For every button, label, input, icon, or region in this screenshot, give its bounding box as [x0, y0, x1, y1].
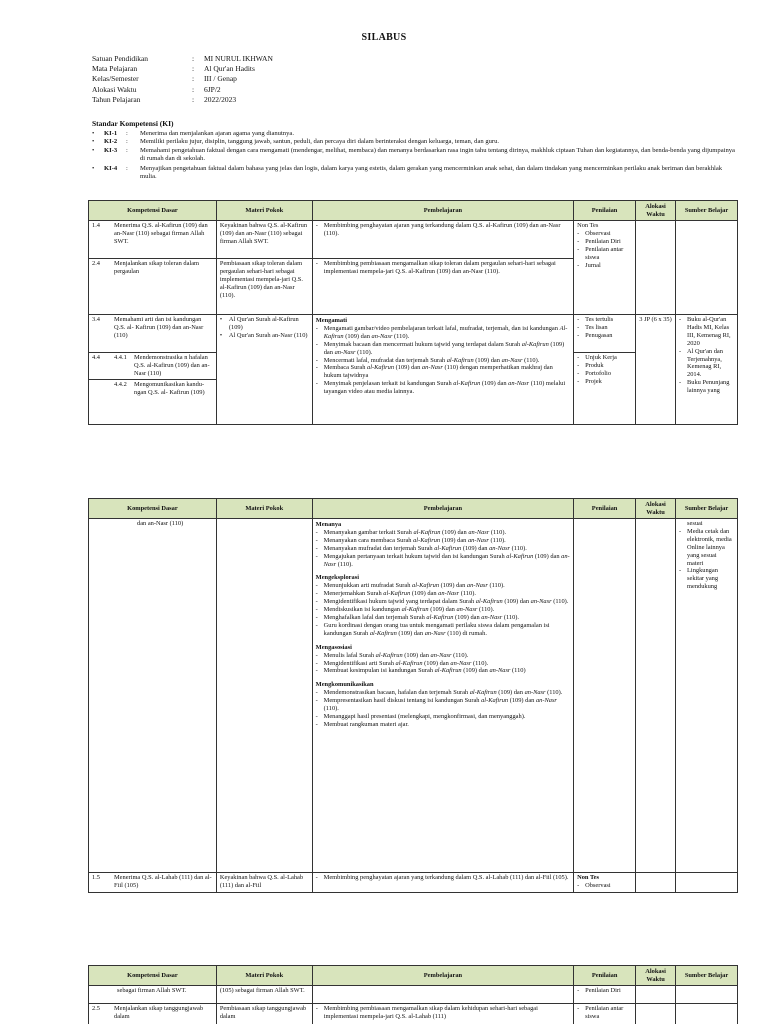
pembelajaran-cell: - Membimbing penghayatan ajaran yang terkandung dalam Q.S. al-Lahab (111) dan al-Fiil (105).	[312, 873, 573, 893]
pembelajaran-cell: - Membimbing pembiasaan mengamalkan sikap toleran dalam pergaulan sehari-hari sebagai implementasi mempela-jari Q.S. al-Kafirun (109) dan an-Nasr (110).	[312, 259, 573, 315]
col-materi-pokok: Materi Pokok	[216, 966, 312, 986]
materi-cell: Keyakinan bahwa Q.S. al-Lahab (111) dan al-Fiil	[216, 873, 312, 893]
identity-row: Kelas/Semester : III / Genap	[92, 74, 237, 84]
table-row	[89, 519, 738, 873]
table-header-row	[89, 201, 738, 221]
materi-cell: Pembiasaan sikap toleran dalam pergaulan sehari-hari sebagai implementasi mempela-jari Q.S. al-Kafirun (109) dan an-Nasr (110).	[216, 259, 312, 315]
col-penilaian: Penilaian	[574, 499, 636, 519]
sumber-cell: - Buku al-Qur'an Hadis MI, Kelas III, Kemenag RI, 2020 - Al Qur'an dan Terjemahnya, Kemenag RI, 2014. - Buku Penunjang lainnya yang	[676, 315, 738, 425]
table-row	[89, 873, 738, 893]
materi-cell	[216, 519, 312, 873]
materi-cell: Pembiasaan sikap tanggungjawab dalam	[216, 1004, 312, 1024]
penilaian-cell: - Tes tertulis - Tes lisan - Penugasan	[574, 315, 636, 353]
identity-value: Al Qur'an Hadits	[204, 64, 255, 74]
identity-key: Satuan Pendidikan	[92, 54, 149, 63]
kd-cell: 3.4 Memahami arti dan isi kandungan Q.S. al- Kafirun (109) dan an-Nasr (110)	[89, 315, 217, 353]
document-title: SILABUS	[361, 32, 407, 43]
table-row	[89, 221, 738, 259]
ki-item: • KI-4 : Menyajikan pengetahuan faktual dalam bahasa yang jelas dan logis, dalam karya yang estetis, dalam gerakan yang mencerminkan anak sehat, dan dalam tindakan yang mencerminkan perilaku anak beriman dan berakhlak mulia.	[92, 165, 738, 182]
page-3	[0, 960, 768, 1024]
ki-code: KI-2	[104, 138, 118, 146]
sumber-cell	[676, 221, 738, 315]
table-header-row	[89, 499, 738, 519]
syllabus-table-page-2	[88, 498, 738, 893]
identity-value: MI NURUL IKHWAN	[204, 54, 273, 63]
col-sumber-belajar: Sumber Belajar	[676, 201, 738, 221]
identity-row: Tahun Pelajaran : 2022/2023	[92, 94, 237, 104]
col-alokasi-waktu: Alokasi Waktu	[636, 499, 676, 519]
kd-cell: 1.4 Menerima Q.S. al-Kafirun (109) dan an-Nasr (110) sebagai firman Allah SWT.	[89, 221, 217, 259]
table-row	[89, 986, 738, 1004]
identity-row: Satuan Pendidikan : MI NURUL IKHWAN	[92, 54, 273, 63]
pembelajaran-cell: Mengamati - Mengamati gambar/video pembelajaran terkait lafal, mufradat, terjemah, dan isi kandungan Al-Kafirun (109) dan an-Nasr (110). - Menyimak bacaan dan mencermati hukum tajwid yang terdapat dalam Surah al-Kafirun (109) dan an-Nasr (110). - Mencermati lafal, mufradat dan terjemah Surah al-Kafirun (109) dan an-Nasr (110). - Membaca Surah al-Kafirun (109) dan an-Nasr (110) dengan memperhatikan makhraj dan hukum tajwidnya - Menyimak penjelasan terkait isi kandungan Surah al-Kafirun (109) dan an-Nasr (110) melalui tayangan video atau media lainnya.	[312, 315, 573, 425]
ki-code: KI-3	[104, 146, 118, 154]
col-kompetensi-dasar: Kompetensi Dasar	[89, 499, 217, 519]
kd-cell: 2.5 Menjalankan sikap tanggungjawab dalam	[89, 1004, 217, 1024]
ki-list	[92, 130, 738, 181]
sumber-cell	[676, 873, 738, 893]
sumber-cell	[676, 1004, 738, 1024]
alokasi-cell	[636, 986, 676, 1004]
pembelajaran-cell	[312, 986, 573, 1004]
penilaian-cell: - Penilaian Diri	[574, 986, 636, 1004]
identity-value: 2022/2023	[204, 94, 237, 104]
col-sumber-belajar: Sumber Belajar	[676, 499, 738, 519]
kd-cell: sebagai firman Allah SWT.	[89, 986, 217, 1004]
ki-text: Memiliki perilaku jujur, disiplin, tanggung jawab, santun, peduli, dan percaya diri dalam berinteraksi dengan keluarga, teman, dan guru.	[140, 138, 500, 146]
kd-cell: 1.5 Menerima Q.S. al-Lahab (111) dan al-Fiil (105)	[89, 873, 217, 893]
kd-cell: dan an-Nasr (110)	[89, 519, 217, 873]
page-1	[0, 0, 768, 440]
ki-text: Memahami pengetahuan faktual dengan cara mengamati (mendengar, melihat, membaca) dan menanya berdasarkan rasa ingin tahu tentang dirinya, makhluk ciptaan Tuhan dan kegiatannya, dan benda-benda yang dijumpainya di rumah dan di sekolah.	[140, 146, 735, 163]
alokasi-cell: 3 JP (6 x 35)	[636, 315, 676, 425]
col-penilaian: Penilaian	[574, 201, 636, 221]
col-sumber-belajar: Sumber Belajar	[676, 966, 738, 986]
ki-heading: Standar Kompetensi (KI)	[92, 119, 174, 128]
kd-cell: 2.4 Menjalankan sikap toleran dalam pergaulan	[89, 259, 217, 315]
col-pembelajaran: Pembelajaran	[312, 201, 573, 221]
pembelajaran-cell: - Membimbing penghayatan ajaran yang terkandung dalam Q.S. al-Kafirun (109) dan an-Nasr (110).	[312, 221, 573, 259]
col-alokasi-waktu: Alokasi Waktu	[636, 966, 676, 986]
identity-block	[92, 54, 273, 105]
col-penilaian: Penilaian	[574, 966, 636, 986]
ki-text: Menyajikan pengetahuan faktual dalam bahasa yang jelas dan logis, dalam karya yang estetis, dalam gerakan yang mencerminkan anak sehat, dan dalam tindakan yang mencerminkan perilaku anak beriman dan berakhlak mulia.	[140, 164, 723, 181]
materi-cell: (105) sebagai firman Allah SWT.	[216, 986, 312, 1004]
col-pembelajaran: Pembelajaran	[312, 966, 573, 986]
table-header-row	[89, 966, 738, 986]
identity-value: 6JP/2	[204, 84, 221, 94]
alokasi-cell	[636, 519, 676, 873]
syllabus-table-page-1	[88, 200, 738, 425]
alokasi-cell	[636, 1004, 676, 1024]
penilaian-cell	[574, 519, 636, 873]
col-pembelajaran: Pembelajaran	[312, 499, 573, 519]
identity-value: III / Genap	[204, 74, 237, 84]
identity-key: Tahun Pelajaran	[92, 94, 141, 104]
ki-item: • KI-2 : Memiliki perilaku jujur, disiplin, tanggung jawab, santun, peduli, dan percaya diri dalam berinteraksi dengan keluarga, teman, dan guru.	[92, 138, 738, 146]
pembelajaran-cell: - Membimbing pembiasaan mengamalkan sikap dalam kehidupan sehari-hari sebagai implementasi mempela-jari Q.S. al-Lahab (111)	[312, 1004, 573, 1024]
syllabus-table-page-3	[88, 965, 738, 1024]
ki-code: KI-4	[104, 164, 118, 172]
page-2	[0, 440, 768, 960]
penilaian-cell: - Penilaian antar siswa	[574, 1004, 636, 1024]
penilaian-cell: Non Tes - Observasi	[574, 873, 636, 893]
table-row	[89, 315, 738, 353]
col-alokasi-waktu: Alokasi Waktu	[636, 201, 676, 221]
alokasi-cell	[636, 221, 676, 315]
ki-item: • KI-1 : Menerima dan menjalankan ajaran agama yang dianutnya.	[92, 130, 738, 138]
sumber-cell	[676, 986, 738, 1004]
identity-key: Kelas/Semester	[92, 74, 139, 84]
identity-row: Mata Pelajaran : Al Qur'an Hadits	[92, 64, 255, 74]
table-row	[89, 1004, 738, 1024]
col-materi-pokok: Materi Pokok	[216, 201, 312, 221]
ki-item: • KI-3 : Memahami pengetahuan faktual dengan cara mengamati (mendengar, melihat, membaca) dan menanya berdasarkan rasa ingin tahu tentang dirinya, makhluk ciptaan Tuhan dan kegiatannya, dan benda-benda yang dijumpainya di rumah dan di sekolah.	[92, 147, 738, 164]
penilaian-cell: Non Tes - Observasi - Penilaian Diri - Penilaian antar siswa - Jurnal	[574, 221, 636, 315]
penilaian-cell: - Unjuk Kerja - Produk - Portofolio - Projek	[574, 353, 636, 425]
sumber-cell: sesuai - Media cetak dan elektronik, media Online lainnya yang sesuai materi - Lingkungan sekitar yang mendukung	[676, 519, 738, 873]
materi-cell: • Al Qur'an Surah al-Kafirun (109) • Al Qur'an Surah an-Nasr (110)	[216, 315, 312, 425]
ki-code: KI-1	[104, 130, 118, 137]
col-materi-pokok: Materi Pokok	[216, 499, 312, 519]
col-kompetensi-dasar: Kompetensi Dasar	[89, 201, 217, 221]
alokasi-cell	[636, 873, 676, 893]
pembelajaran-cell: Menanya - Menanyakan gambar terkait Surah al-Kafirun (109) dan an-Nasr (110). - Menanyakan cara membaca Surah al-Kafirun (109) dan an-Nasr (110). - Menanyakan mufradat dan terjemah Surah al-Kafirun (109) dan an-Nasr (110). - Mengajukan pertanyaan terkait hukum tajwid dan isi kandungan Surah al-Kafirun (109) dan an-Nasr (110). Mengeksplorasi - Menunjukkan arti mufradat Surah al-Kafirun (109) dan an-Nasr (110). - Menerjemahkan Surah al-Kafirun (109) dan an-Nasr (110). - Mengidentifikasi hukum tajwid yang terdapat dalam Surah al-Kafirun (109) dan an-Nasr (110). - Mendiskusikan isi kandungan al-Kafirun (109) dan an-Nasr (110). - Menghafalkan lafal dan terjemah Surah al-Kafirun (109) dan an-Nasr (110). - Guru kordinasi dengan orang tua untuk mengamati perilaku siswa dalam pengamalan isi kandungan Surah al-Kafirun (109) dan an-Nasr (110) di rumah. Mengasosiasi - Menulis lafal Surah al-Kafirun (109) dan an-Nasr (110). - Mengidentifikasi arti Surah al-Kafirun (109) dan an-Nasr (110). - Membuat kesimpulan isi kandungan Surah al-Kafirun (109) dan an-Nasr (110) Mengkomunikasikan - Mendemonstrasikan bacaan, hafalan dan terjemah Surah al-Kafirun (109) dan an-Nasr (110). - Mempresentasikan hasil diskusi tentang isi kandungan Surah al-Kafirun (109) dan an-Nasr (110). - Menanggapi hasil presentasi (melengkapi, mengkonfirmasi, dan menyanggah). - Membuat rangkuman materi ajar.	[312, 519, 573, 873]
identity-key: Alokasi Waktu	[92, 84, 137, 94]
identity-key: Mata Pelajaran	[92, 64, 138, 74]
col-kompetensi-dasar: Kompetensi Dasar	[89, 966, 217, 986]
kd-cell: 4.4 4.4.1 Mendemonstrasika n hafalan Q.S. al-Kafirun (109) dan an-Nasr (110) 4.4.2 Mengomunikasikan kandu-ngan Q.S. al- Kafirun (109)	[89, 353, 217, 425]
materi-cell: Keyakinan bahwa Q.S. al-Kafirun (109) dan an-Nasr (110) sebagai firman Allah SWT.	[216, 221, 312, 259]
identity-row: Alokasi Waktu : 6JP/2	[92, 84, 221, 94]
ki-text: Menerima dan menjalankan ajaran agama yang dianutnya.	[140, 130, 294, 137]
